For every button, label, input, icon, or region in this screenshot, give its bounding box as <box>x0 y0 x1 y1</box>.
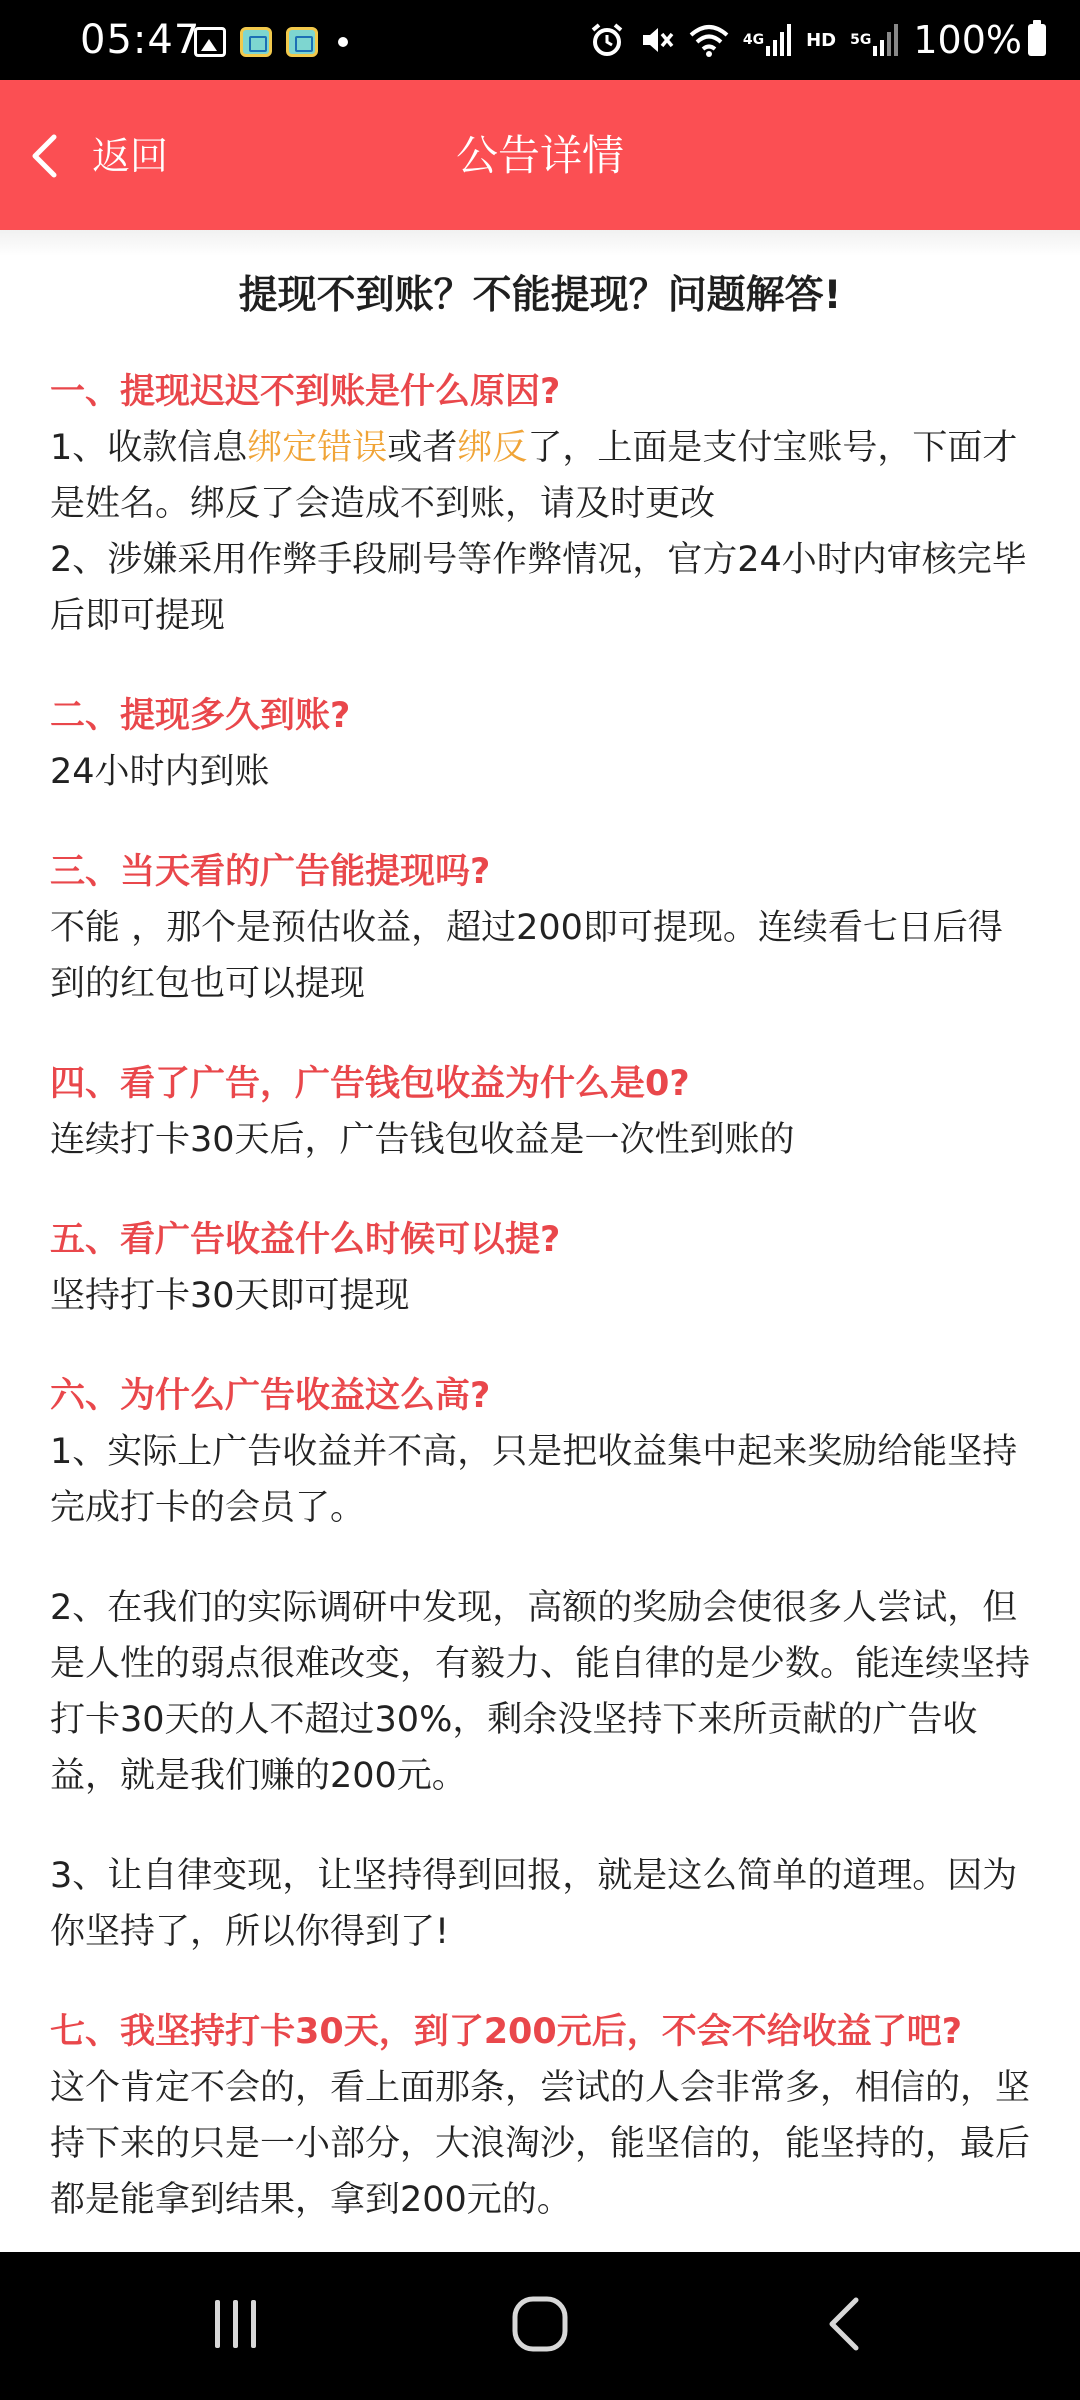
wifi-icon <box>689 23 729 57</box>
article-title: 提现不到账？不能提现？问题解答! <box>238 273 842 318</box>
spacer <box>50 1324 1035 1368</box>
back-button[interactable] <box>30 118 168 194</box>
section-6-paragraph-2: 2、在我们的实际调研中发现，高额的奖励会使很多人尝试，但是人性的弱点很难改变，有毅力、能自律的是少数。能连续坚持打卡30天的人不超过30%，剩余没坚持下来所贡献的广告收益，就是我们赚的200元。 <box>50 1588 1031 1796</box>
section-2-paragraph-1: 24小时内到账 <box>50 752 270 792</box>
highlight-reversed: 绑反 <box>457 428 528 468</box>
section-heading-6: 六、为什么广告收益这么高? <box>50 1376 491 1416</box>
section-heading-1: 一、提现迟迟不到账是什么原因? <box>50 372 561 412</box>
recents-button[interactable] <box>196 2294 276 2358</box>
section-4-paragraph-1: 连续打卡30天后，广告钱包收益是一次性到账的 <box>50 1120 795 1160</box>
signal-4g-icon: 4G <box>743 24 792 56</box>
announcement-content[interactable] <box>0 230 1080 2252</box>
recents-icon <box>211 2298 261 2354</box>
section-1-paragraph-2: 2、涉嫌采用作弊手段刷号等作弊情况，官方24小时内审核完毕后即可提现 <box>50 540 1027 636</box>
section-heading-7: 七、我坚持打卡30天，到了200元后，不会不给收益了吧? <box>50 2012 963 2052</box>
app-header <box>0 80 1080 230</box>
home-button[interactable] <box>500 2294 580 2358</box>
page-title: 公告详情 <box>455 131 624 180</box>
spacer <box>50 1536 1035 1580</box>
chevron-left-icon <box>30 133 58 179</box>
section-6-paragraph-3: 3、让自律变现，让坚持得到回报，就是这么简单的道理。因为你坚持了，所以你得到了! <box>50 1856 1018 1952</box>
app-notification-icon-2 <box>286 27 318 57</box>
notification-icons <box>194 24 348 60</box>
section-6-paragraph-1: 1、实际上广告收益并不高，只是把收益集中起来奖励给能坚持完成打卡的会员了。 <box>50 1432 1018 1528</box>
battery-percent: 100% <box>913 18 1022 62</box>
app-notification-icon <box>240 27 272 57</box>
alarm-icon <box>589 22 625 58</box>
hd-voice-label: HD <box>806 29 837 51</box>
spacer <box>50 800 1035 844</box>
mute-icon <box>639 22 675 58</box>
status-bar <box>0 0 1080 80</box>
section-heading-2: 二、提现多久到账? <box>50 696 351 736</box>
section-heading-3: 三、当天看的广告能提现吗? <box>50 852 491 892</box>
spacer <box>50 644 1035 688</box>
highlight-binding-error: 绑定错误 <box>247 428 388 468</box>
system-icons <box>575 18 1046 62</box>
article-body <box>50 364 1035 2228</box>
section-3-paragraph-1: 不能 ，那个是预估收益，超过200即可提现。连续看七日后得到的红包也可以提现 <box>50 908 1003 1004</box>
section-heading-4: 四、看了广告，广告钱包收益为什么是0? <box>50 1064 690 1104</box>
section-5-paragraph-1: 坚持打卡30天即可提现 <box>50 1276 410 1316</box>
section-heading-5: 五、看广告收益什么时候可以提? <box>50 1220 561 1260</box>
back-label: 返回 <box>92 134 169 178</box>
more-notifications-dot-icon <box>338 37 348 47</box>
nav-back-button[interactable] <box>804 2294 884 2358</box>
spacer <box>50 1012 1035 1056</box>
back-icon <box>826 2296 862 2356</box>
battery-icon <box>1028 24 1046 56</box>
spacer <box>50 1804 1035 1848</box>
spacer <box>50 1960 1035 2004</box>
status-time: 05:47 <box>80 17 201 63</box>
gallery-notification-icon <box>194 27 226 57</box>
home-icon <box>511 2295 569 2357</box>
signal-5g-icon: 5G <box>850 24 899 56</box>
system-navigation-bar <box>0 2252 1080 2400</box>
section-7-paragraph-1: 这个肯定不会的，看上面那条，尝试的人会非常多，相信的，坚持下来的只是一小部分，大浪淘沙，能坚信的，能坚持的，最后都是能拿到结果，拿到200元的。 <box>50 2068 1031 2220</box>
section-1-paragraph-1: 1、收款信息绑定错误或者绑反了，上面是支付宝账号，下面才是姓名。绑反了会造成不到账，请及时更改 <box>50 428 1018 524</box>
spacer <box>50 1168 1035 1212</box>
